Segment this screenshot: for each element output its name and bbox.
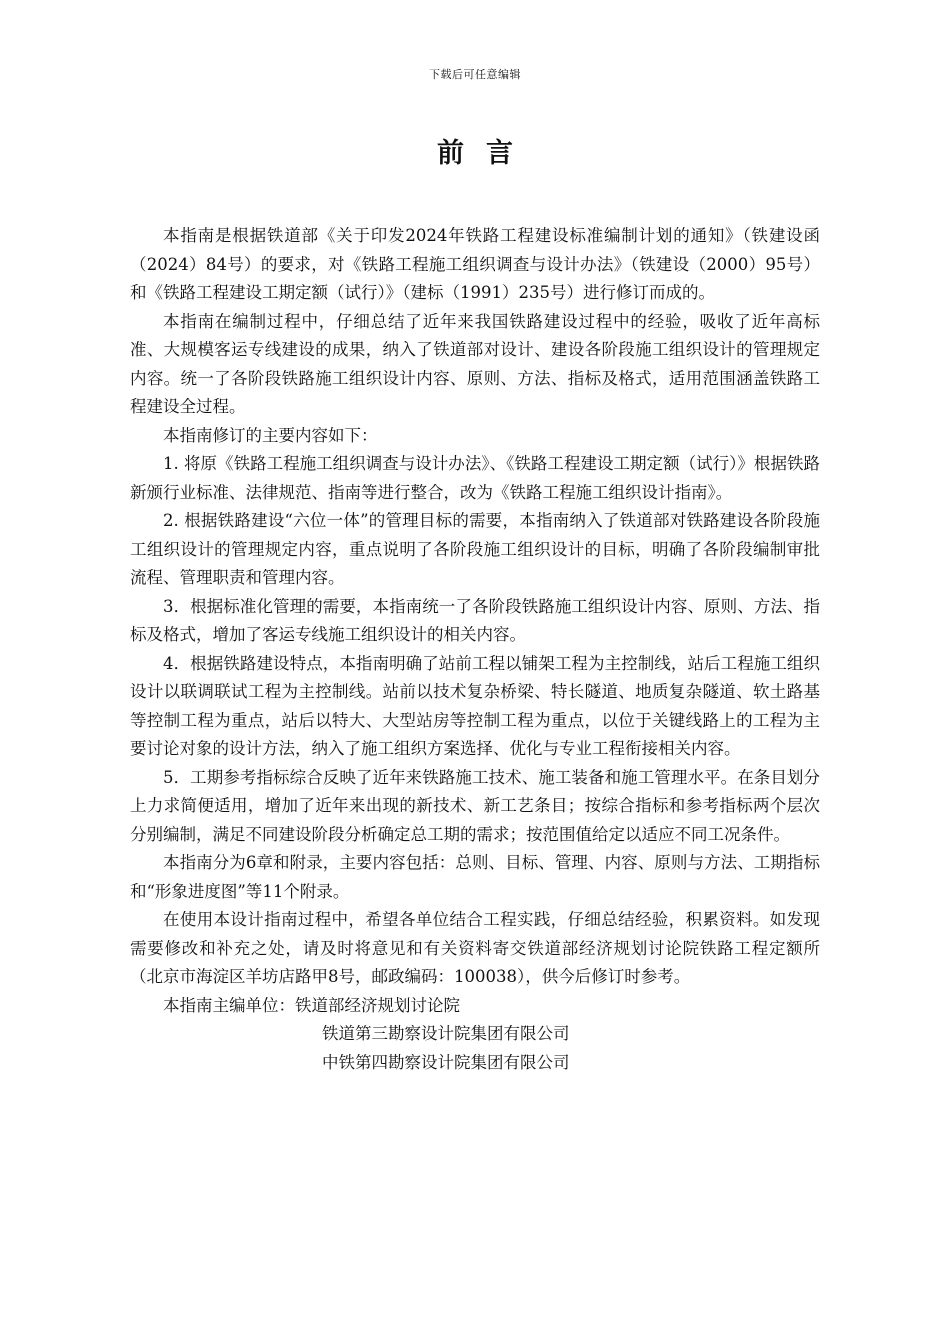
co-editor-unit: 铁道第三勘察设计院集团有限公司: [322, 1024, 570, 1043]
paragraph-feedback: 在使用本设计指南过程中，希望各单位结合工程实践，仔细总结经验，积累资料。如发现需要修改和补充之处，请及时将意见和有关资料寄交铁道部经济规划讨论院铁路工程定额所（北京市海淀区羊坊店路甲8号，邮政编码：100038），供今后修订时参考。: [130, 910, 820, 986]
page-header-note: 下载后可任意编辑: [429, 68, 521, 81]
paragraph-revision-item-3: 3．根据标准化管理的需要，本指南统一了各阶段铁路施工组织设计内容、原则、方法、指标及格式，增加了客运专线施工组织设计的相关内容。: [130, 596, 820, 644]
paragraph-revision-item-1: 1. 将原《铁路工程施工组织调查与设计办法》、《铁路工程建设工期定额（试行）》根据铁路新颁行业标准、法律规范、指南等进行整合，改为《铁路工程施工组织设计指南》。: [130, 454, 820, 502]
chief-editor-line: [130, 992, 820, 1021]
paragraph-process: 本指南在编制过程中，仔细总结了近年来我国铁路建设过程中的经验，吸收了近年高标准、大规模客运专线建设的成果，纳入了铁道部对设计、建设各阶段施工组织设计的管理规定内容。统一了各阶段铁路施工组织设计内容、原则、方法、指标及格式，适用范围涵盖铁路工程建设全过程。: [130, 311, 820, 416]
paragraph-basis: 本指南是根据铁道部《关于印发2024年铁路工程建设标准编制计划的通知》（铁建设函（2024）84号）的要求，对《铁路工程施工组织调查与设计办法》（铁建设（2000）95号）和《铁路工程建设工期定额（试行）》（建标（1991）235号）进行修订而成的。: [130, 226, 820, 302]
chief-editor-unit: 铁道部经济规划讨论院: [295, 995, 460, 1015]
paragraph-revision-item-4: 4．根据铁路建设特点，本指南明确了站前工程以铺架工程为主控制线，站后工程施工组织设计以联调联试工程为主控制线。站前以技术复杂桥梁、特长隧道、地质复杂隧道、软土路基等控制工程为重点，站后以特大、大型站房等控制工程为重点，以位于关键线路上的工程为主要讨论对象的设计方法，纳入了施工组织方案选择、优化与专业工程衔接相关内容。: [130, 653, 820, 758]
paragraph-revision-intro: 本指南修订的主要内容如下：: [163, 425, 378, 445]
paragraph-revision-item-2: 2. 根据铁路建设“六位一体”的管理目标的需要，本指南纳入了铁道部对铁路建设各阶段施工组织设计的管理规定内容，重点说明了各阶段施工组织设计的目标，明确了各阶段编制审批流程、管理职责和管理内容。: [130, 511, 820, 587]
document-body: [130, 222, 820, 1077]
paragraph-revision-item-5: 5．工期参考指标综合反映了近年来铁路施工技术、施工装备和施工管理水平。在条目划分上力求简便适用，增加了近年来出现的新技术、新工艺条目；按综合指标和参考指标两个层次分别编制，满足不同建设阶段分析确定总工期的需求；按范围值给定以适应不同工况条件。: [130, 767, 820, 844]
co-editor-unit: 中铁第四勘察设计院集团有限公司: [322, 1052, 570, 1072]
page-title: 前言: [437, 138, 535, 169]
paragraph-structure: 本指南分为6章和附录，主要内容包括：总则、目标、管理、内容、原则与方法、工期指标和“形象进度图”等11个附录。: [130, 853, 820, 901]
chief-editor-label: 本指南主编单位：: [163, 995, 295, 1015]
